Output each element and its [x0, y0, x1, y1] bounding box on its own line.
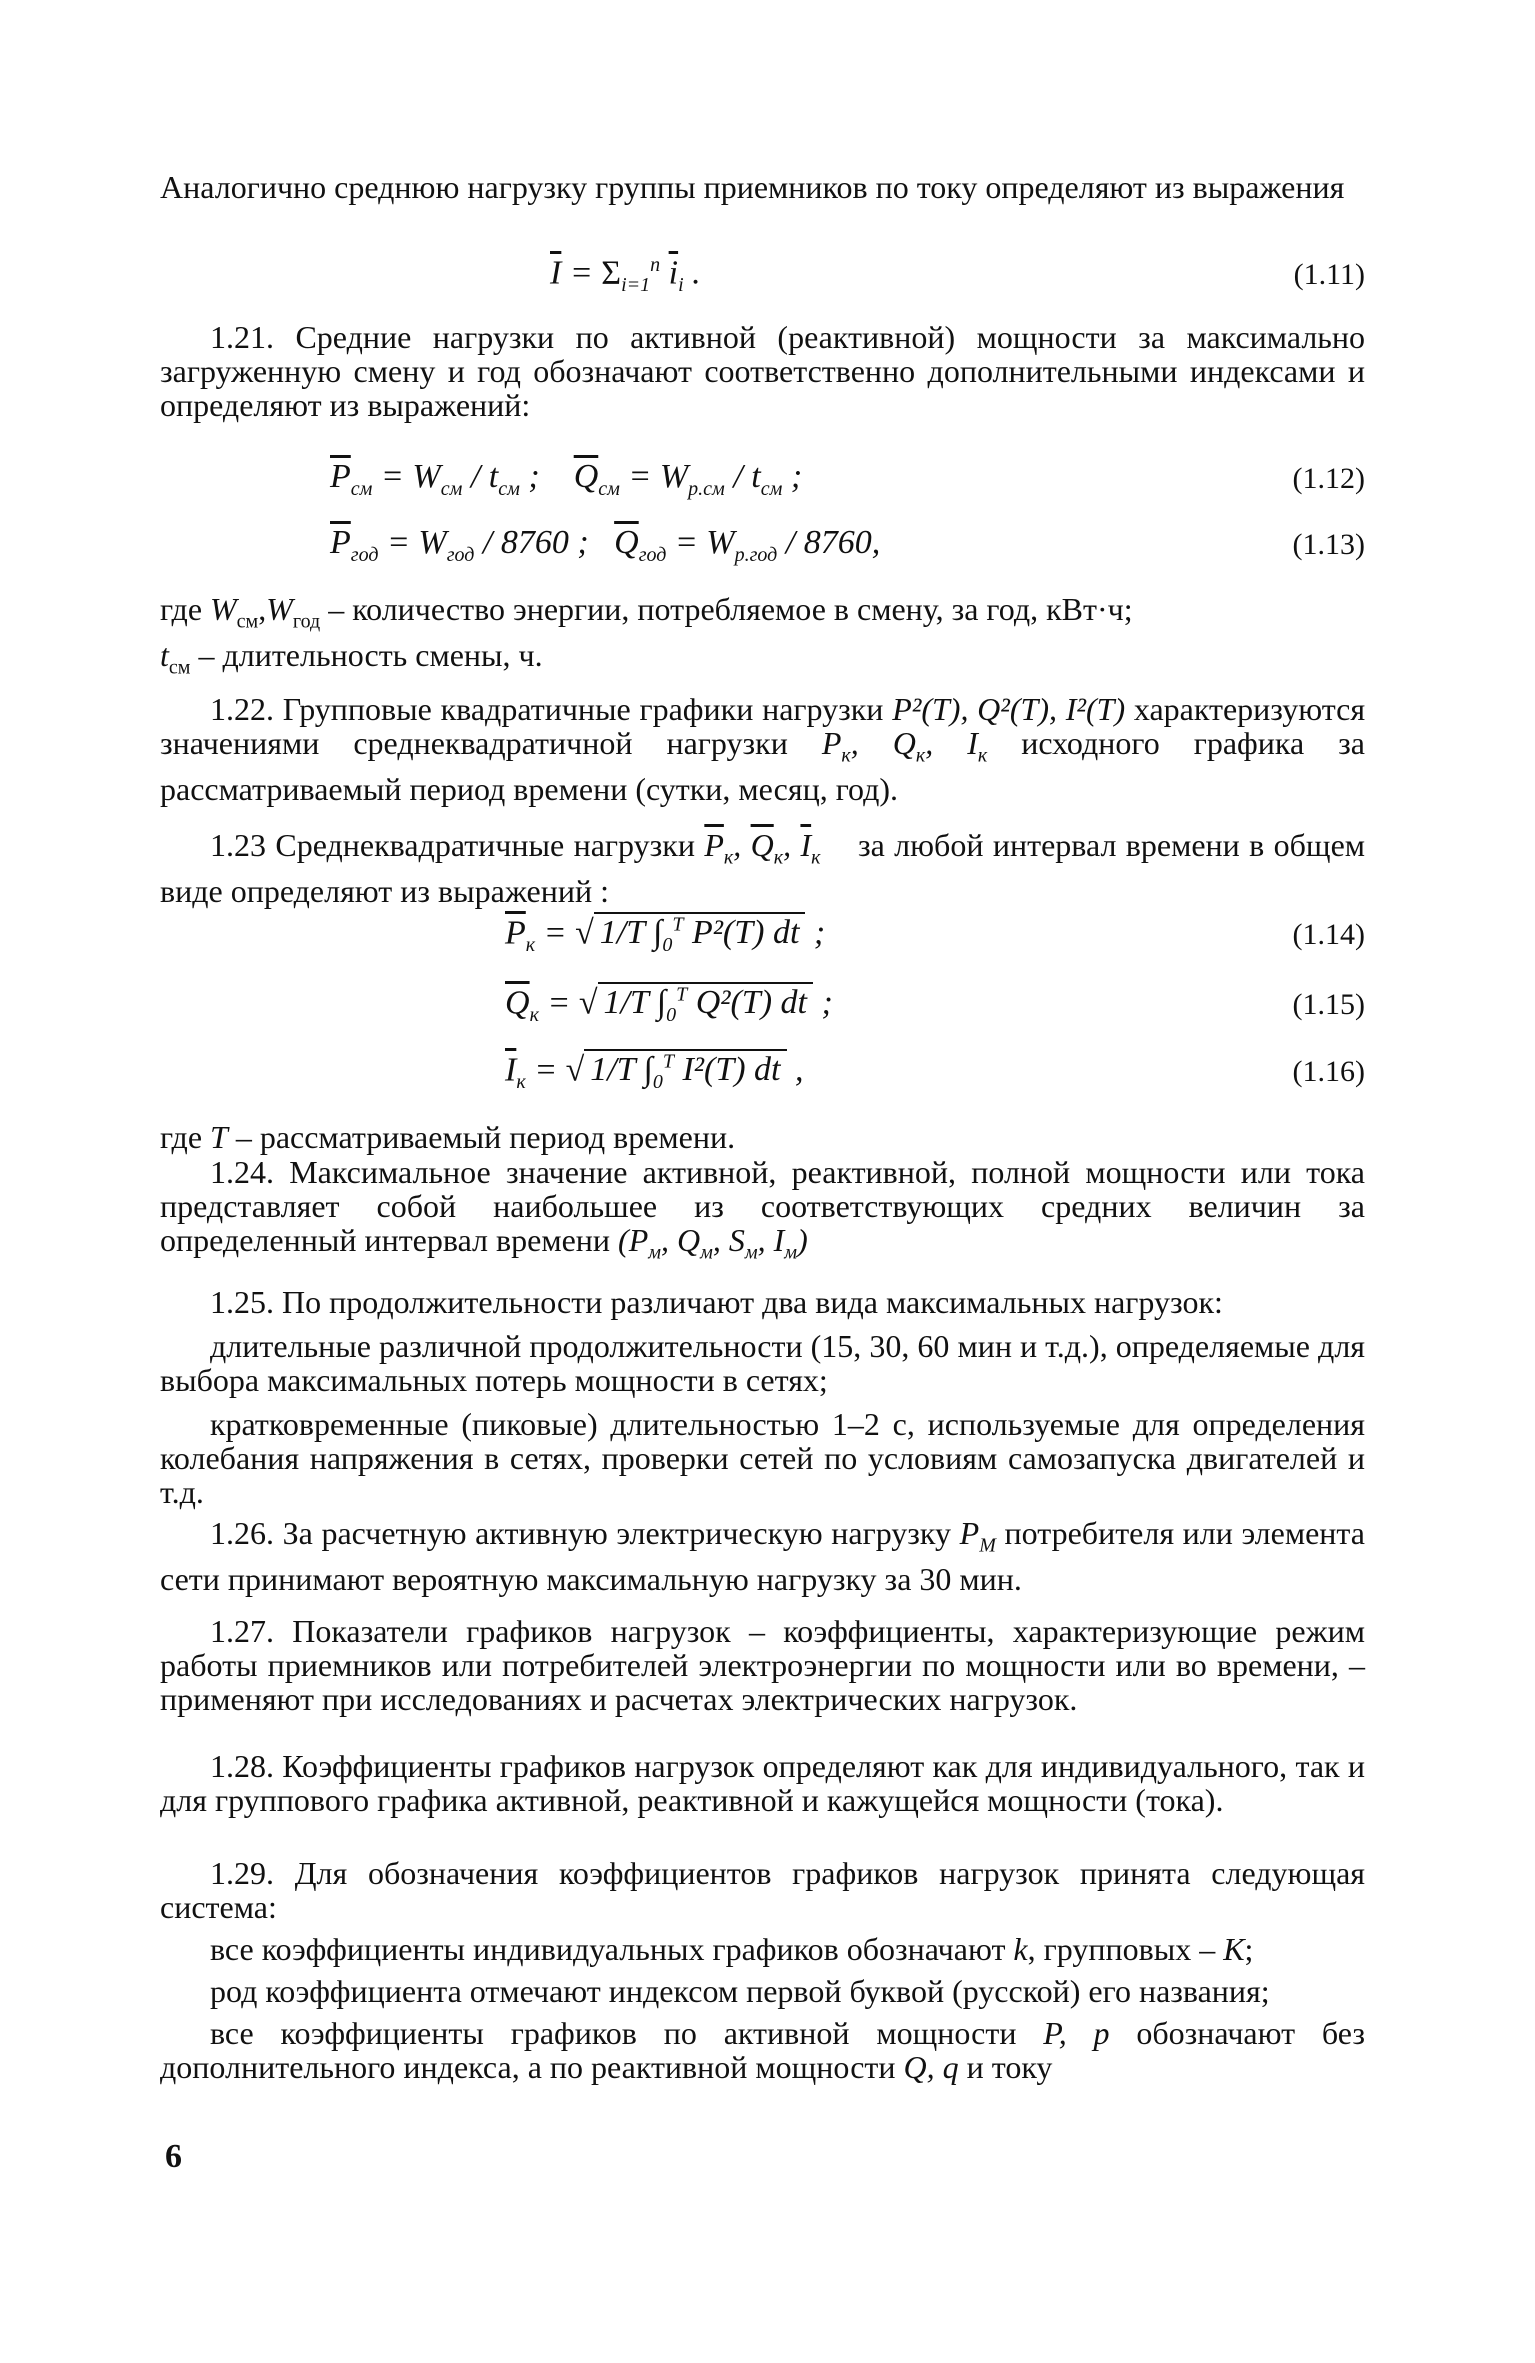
formula: $\overline{I}_к$ = √ 1/T $\int_0^T$ I²(T) dt ,: [505, 1051, 804, 1094]
paragraph-1-28: 1.28. Коэффициенты графиков нагрузок определяют как для индивидуального, так и для группового графика активной, реактивной и кажущейся мощности (тока).: [160, 1748, 1365, 1818]
paragraph-1-24: 1.24. Максимальное значение активной, реактивной, полной мощности или тока представляет собой наибольшее из соответствующих средних величин за определенный интервал времени ($P_м$, $Q_м$, $S_м$, $I_м$): [160, 1154, 1365, 1264]
where-block-2: где T – рассматриваемый период времени.: [160, 1119, 736, 1155]
intro-paragraph: Аналогично среднюю нагрузку группы приемников по току определяют из выражения: [160, 169, 1345, 205]
formula: $\overline{P}_{год} = W_{год} / 8760$ ; $\overline{Q}_{год} = W_{р.год} / 8760$,: [330, 524, 881, 566]
page-number: 6: [165, 2138, 182, 2175]
paragraph-1-25: 1.25. По продолжительности различают два вида максимальных нагрузок: длительные различной продолжительности (15, 30, 60 мин и т.д.), определяемые для выбора максимальных потерь мощности в сетях; кратковременные (пиковые) длительностью 1–2 с, используемые для определения колебания напряжения в сетях, проверки сетей по условиям самозапуска двигателей и т.д.: [160, 1284, 1365, 1510]
paragraph-1-21: 1.21. Средние нагрузки по активной (реактивной) мощности за максимально загруженную смену и год обозначают соответственно дополнительными индексами и определяют из выражений:: [160, 319, 1365, 423]
paragraph-1-27: 1.27. Показатели графиков нагрузок – коэффициенты, характеризующие режим работы приемников или потребителей электроэнергии по мощности или во времени, – применяют при исследованиях и расчетах электрических нагрузок.: [160, 1613, 1365, 1717]
paragraph-1-22: 1.22. Групповые квадратичные графики нагрузки P²(T), Q²(T), I²(T) характеризуются значениями среднеквадратичной нагрузки $P_к$, $Q_к$, $I_к$ исходного графика за рассматриваемый период времени (сутки, месяц, год).: [160, 691, 1366, 808]
equation-1-12: [160, 452, 1365, 504]
equation-1-14: [160, 908, 1365, 960]
equation-number: (1.11): [1293, 258, 1365, 291]
equation-number: (1.13): [1292, 528, 1365, 561]
formula: $\overline{P}_к$ = √ 1/T $\int_0^T$ P²(T) dt ;: [505, 914, 826, 957]
formula: $\overline{Q}_к$ = √ 1/T $\int_0^T$ Q²(T) dt ;: [505, 984, 833, 1027]
formula: $\overline{P}_{см} = W_{см} / t_{см}$ ; $\overline{Q}_{см} = W_{р.см} / t_{см}$ ;: [330, 458, 803, 500]
equation-number: (1.12): [1292, 462, 1365, 495]
equation-1-15: [160, 978, 1365, 1030]
equation-number: (1.15): [1292, 988, 1365, 1021]
paragraph-1-26: 1.26. За расчетную активную электрическую нагрузку $P_М$ потребителя или элемента сети принимают вероятную максимальную нагрузку за 30 мин.: [160, 1515, 1366, 1598]
equation-1-13: [160, 518, 1365, 570]
where-block-1: где $W_{см},W_{год}$ – количество энергии, потребляемое в смену, за год, кВт·ч; $t_{см}$ – длительность смены, ч.: [160, 591, 1133, 679]
paragraph-1-23: 1.23 Среднеквадратичные нагрузки $\overline{P}_к$, $\overline{Q}_к$, $\overline{I}_к$ за любой интервал времени в общем виде определяют из выражений :: [160, 827, 1366, 910]
formula: $\overline{I} = \Sigma_{i=1}^n$ $\overline{i}_i$ .: [550, 254, 701, 297]
equation-number: (1.16): [1292, 1055, 1365, 1088]
equation-1-16: [160, 1045, 1365, 1097]
paragraph-1-29: 1.29. Для обозначения коэффициентов графиков нагрузок принята следующая система: все коэффициенты индивидуальных графиков обозначают k, групповых – K; род коэффициента отмечают индексом первой буквой (русской) его названия; все коэффициенты графиков по активной мощности P, p обозначают без дополнительного индекса, а по реактивной мощности Q, q и току: [160, 1855, 1366, 2085]
equation-number: (1.14): [1292, 918, 1365, 951]
equation-1-11: [160, 248, 1365, 300]
